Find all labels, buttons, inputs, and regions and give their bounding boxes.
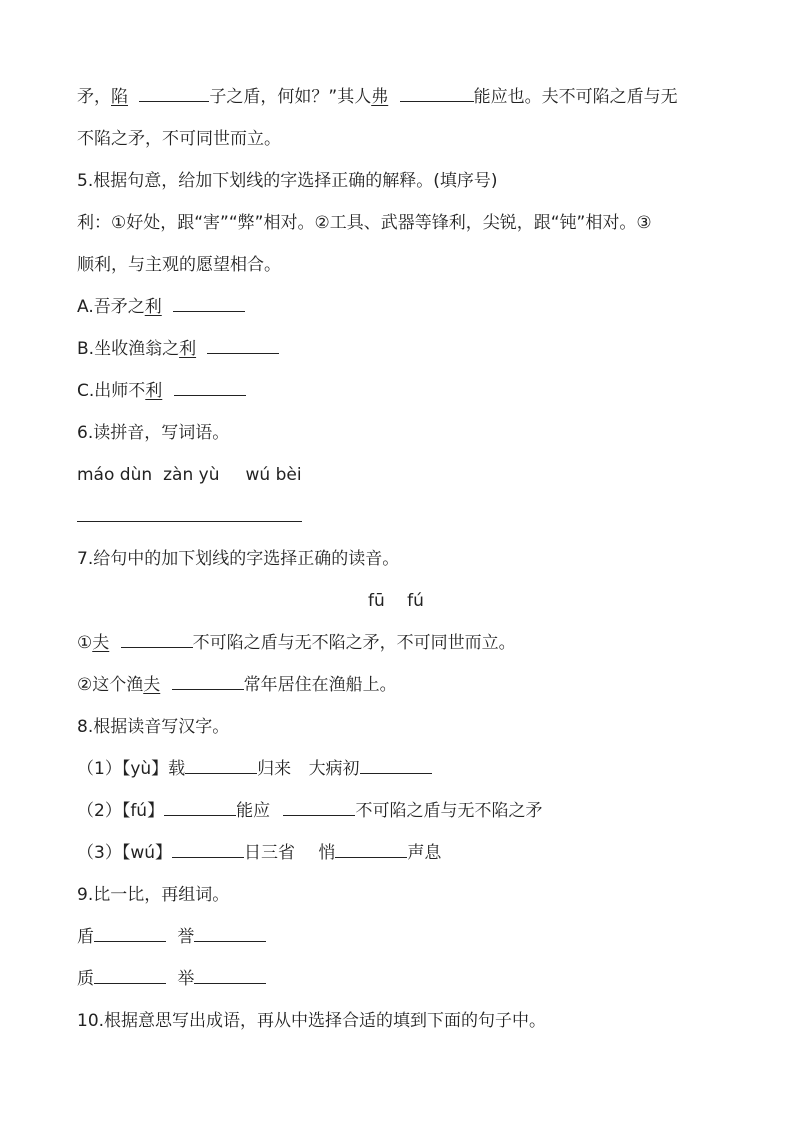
pronunciation-options: fū fú xyxy=(368,591,424,611)
answer-blank[interactable] xyxy=(283,801,355,816)
text: 这个渔 xyxy=(92,675,144,695)
pinyin-label: （2）【fú】 xyxy=(77,801,165,821)
q6-answer-line xyxy=(77,506,302,528)
sentence-line-2: 不陷之矛，不可同世而立。 xyxy=(77,129,281,149)
answer-blank[interactable] xyxy=(174,381,246,396)
answer-blank[interactable] xyxy=(335,843,407,858)
answer-blank[interactable] xyxy=(77,507,302,522)
answer-blank[interactable] xyxy=(121,633,193,648)
text: 能应也。夫不可陷之盾与无 xyxy=(473,87,678,107)
pinyin-row xyxy=(77,464,302,486)
q8-row-1 xyxy=(77,758,432,780)
underlined-char: 夫 xyxy=(92,633,110,653)
text: 常年居住在渔船上。 xyxy=(243,675,397,695)
pinyin: máo dùn xyxy=(77,465,153,485)
text: 子之盾，何如？”其人 xyxy=(209,87,372,107)
underlined-char: 弗 xyxy=(371,87,389,107)
definition-line-1: 利：①好处，跟“害”“弊”相对。②工具、武器等锋利，尖锐，跟“钝”相对。③ xyxy=(77,213,652,233)
q9-row-2 xyxy=(77,968,266,990)
answer-blank[interactable] xyxy=(194,927,266,942)
answer-blank[interactable] xyxy=(94,969,166,984)
character: 质 xyxy=(77,969,94,989)
answer-blank[interactable] xyxy=(360,759,432,774)
answer-blank[interactable] xyxy=(164,801,236,816)
q5-item-a xyxy=(77,296,245,318)
sentence-line-1 xyxy=(77,86,678,108)
question-6-title: 6.读拼音，写词语。 xyxy=(77,423,230,443)
answer-blank[interactable] xyxy=(207,339,279,354)
q5-item-c xyxy=(77,380,246,402)
underlined-char: 陷 xyxy=(111,87,128,107)
pinyin: zàn yù xyxy=(163,465,220,485)
underlined-char: 夫 xyxy=(143,675,161,695)
underlined-char: 利 xyxy=(179,339,197,359)
character: 举 xyxy=(177,969,195,989)
text: 大病初 xyxy=(308,759,360,779)
q8-row-3 xyxy=(77,842,441,864)
fill-blank[interactable] xyxy=(139,87,209,102)
pinyin-label: （1）【yù】 xyxy=(77,759,169,779)
question-10-title: 10.根据意思写出成语，再从中选择合适的填到下面的句子中。 xyxy=(77,1011,547,1031)
q9-row-1 xyxy=(77,926,266,948)
q7-sentence-2 xyxy=(77,674,397,696)
answer-blank[interactable] xyxy=(172,843,244,858)
question-8-title: 8.根据读音写汉字。 xyxy=(77,717,230,737)
underlined-char: 利 xyxy=(145,381,163,401)
text: A.吾矛之 xyxy=(77,297,145,317)
text: 声息 xyxy=(407,843,442,863)
question-9-title: 9.比一比，再组词。 xyxy=(77,885,230,905)
text: 矛， xyxy=(77,87,111,107)
character: 盾 xyxy=(77,927,94,947)
answer-blank[interactable] xyxy=(185,759,257,774)
definition-line-2: 顺利，与主观的愿望相合。 xyxy=(77,255,281,275)
text: 归来 xyxy=(257,759,292,779)
fill-blank[interactable] xyxy=(400,87,474,102)
answer-blank[interactable] xyxy=(94,927,166,942)
underlined-char: 利 xyxy=(144,297,162,317)
pinyin-label: （3）【wú】 xyxy=(77,843,172,863)
question-7-title: 7.给句中的加下划线的字选择正确的读音。 xyxy=(77,549,400,569)
pinyin: wú bèi xyxy=(245,465,302,485)
answer-blank[interactable] xyxy=(194,969,266,984)
q8-row-2 xyxy=(77,800,542,822)
text: 不可陷之盾与无不陷之矛，不可同世而立。 xyxy=(192,633,516,653)
text: 载 xyxy=(168,759,186,779)
text: B.坐收渔翁之 xyxy=(77,339,180,359)
answer-blank[interactable] xyxy=(172,675,244,690)
text: C.出师不 xyxy=(77,381,146,401)
text: 日三省 xyxy=(244,843,295,863)
text: 悄 xyxy=(318,843,336,863)
character: 誉 xyxy=(177,927,195,947)
text: 不可陷之盾与无不陷之矛 xyxy=(355,801,543,821)
circled-number: ① xyxy=(77,633,93,653)
text: 能应 xyxy=(236,801,271,821)
question-5-title: 5.根据句意，给加下划线的字选择正确的解释。(填序号) xyxy=(77,171,498,191)
answer-blank[interactable] xyxy=(173,297,245,312)
circled-number: ② xyxy=(77,675,93,695)
q7-sentence-1 xyxy=(77,632,516,654)
q5-item-b xyxy=(77,338,279,360)
